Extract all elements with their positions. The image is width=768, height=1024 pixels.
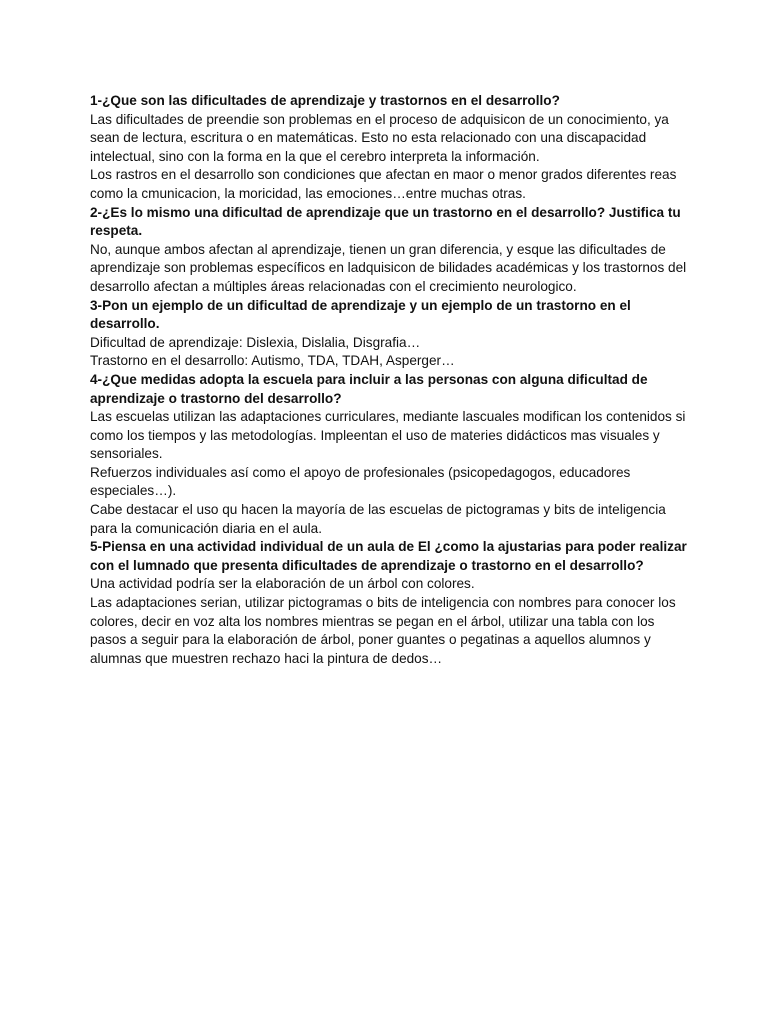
answer-4-paragraph-1: Las escuelas utilizan las adaptaciones curriculares, mediante lascuales modifican los contenidos si como los tiempos y las metodologías. Impleentan el uso de materies didácticos mas visuales y sensoriales. [90, 409, 686, 462]
document-page [90, 92, 690, 668]
question-1: 1-¿Que son las dificultades de aprendizaje y trastornos en el desarrollo? [90, 93, 560, 108]
answer-2-paragraph-1: No, aunque ambos afectan al aprendizaje, tienen un gran diferencia, y esque las dificultades de aprendizaje son problemas específicos en ladquisicon de bilidades académicas y los trastornos del desarrollo afectan a múltiples áreas relacionadas con el crecimiento neurologico. [90, 241, 687, 294]
answer-4-paragraph-2: Refuerzos individuales así como el apoyo de profesionales (psicopedagogos, educadores especiales…). [90, 464, 631, 499]
question-2: 2-¿Es lo mismo una dificultad de aprendizaje que un trastorno en el desarrollo? Justifica tu respeta. [90, 204, 681, 239]
answer-3-paragraph-2: Trastorno en el desarrollo: Autismo, TDA, TDAH, Asperger… [90, 353, 455, 369]
question-5: 5-Piensa en una actividad individual de un aula de El ¿como la ajustarias para poder realizar con el lumnado que presenta dificultades de aprendizaje o trastorno en el desarrollo? [90, 539, 687, 573]
question-4: 4-¿Que medidas adopta la escuela para incluir a las personas con alguna dificultad de aprendizaje o trastorno del desarrollo? [90, 371, 648, 406]
answer-5-paragraph-2: Las adaptaciones serian, utilizar pictogramas o bits de inteligencia con nombres para conocer los colores, decir en voz alta los nombres mientras se pegan en el árbol, utilizar una tabla con los pasos a seguir para la elaboración de árbol, poner guantes o pegatinas a aquellos alumnos y alumnas que muestren rechazo haci la pintura de dedos… [90, 595, 676, 666]
answer-5-paragraph-1: Una actividad podría ser la elaboración de un árbol con colores. [90, 576, 475, 592]
answer-1-paragraph-2: Los rastros en el desarrollo son condiciones que afectan en maor o menor grados diferentes reas como la cmunicacion, la moricidad, las emociones…entre muchas otras. [90, 167, 677, 201]
answer-3-paragraph-1: Dificultad de aprendizaje: Dislexia, Dislalia, Disgrafia… [90, 334, 421, 350]
answer-4-paragraph-3: Cabe destacar el uso qu hacen la mayoría de las escuelas de pictogramas y bits de inteligencia para la comunicación diaria en el aula. [90, 502, 666, 536]
question-3: 3-Pon un ejemplo de un dificultad de aprendizaje y un ejemplo de un trastorno en el desarrollo. [90, 297, 631, 332]
answer-1-paragraph-1: Las dificultades de preendie son problemas en el proceso de adquisicon de un conocimiento, ya sean de lectura, escritura o en matemáticas. Esto no esta relacionado con una discapacidad intelectual, sino con la forma en la que el cerebro interpreta la información. [90, 111, 669, 164]
